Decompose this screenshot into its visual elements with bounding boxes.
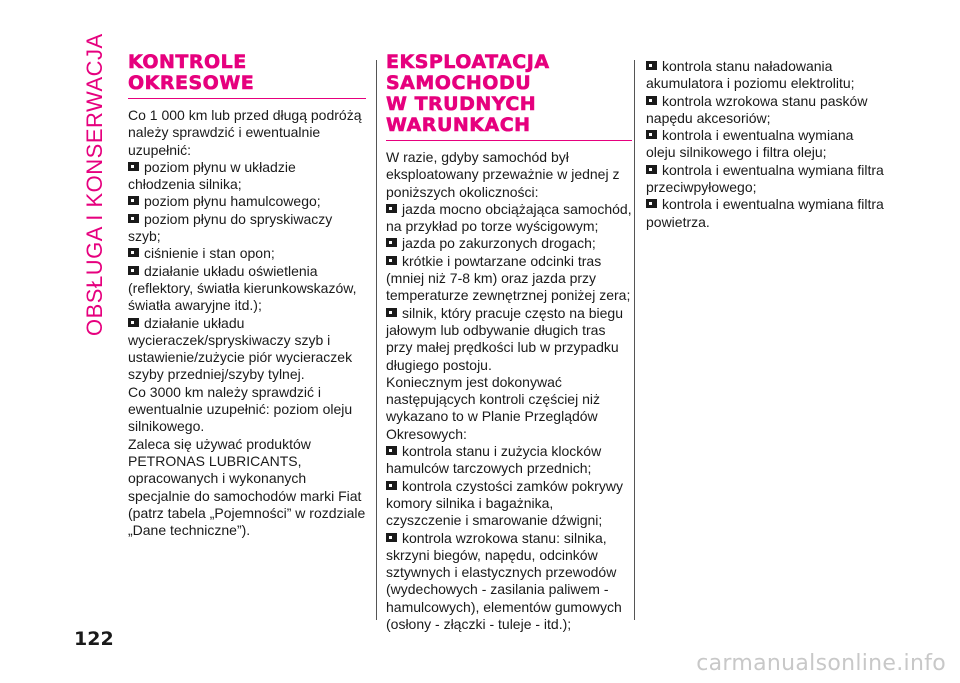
bullet-square-icon [386, 238, 397, 247]
paragraph: Co 3000 km należy sprawdzić i ewentualnie uzupełnić: poziom oleju silnikowego. [128, 383, 353, 435]
column-divider [634, 60, 635, 620]
bullet-text: kontrola stanu i zużycia klocków hamulców tarczowych przednich; [386, 443, 602, 477]
bullet-square-icon [386, 308, 397, 317]
bullet-item [386, 305, 632, 374]
paragraph: Co 1 000 km lub przed długą podróżą należy sprawdzić i ewentualnie uzupełnić: [128, 107, 362, 158]
heading-severe-conditions [386, 52, 632, 141]
heading-line: SAMOCHODU [386, 72, 532, 94]
bullet-item [128, 315, 366, 384]
bullet-item [646, 127, 886, 162]
bullet-item [386, 201, 632, 236]
watermark: carmanualsonline.info [696, 651, 946, 676]
bullet-item [386, 235, 632, 252]
bullet-square-icon [386, 256, 397, 265]
bullet-text: poziom płynu w układzie chłodzenia silnika; [128, 158, 296, 193]
column-severe-conditions [386, 52, 632, 633]
bullet-text: poziom płynu do spryskiwaczy szyb; [128, 210, 333, 245]
bullet-square-icon [128, 162, 139, 171]
bullet-item [128, 159, 366, 194]
bullet-item [646, 162, 886, 197]
bullet-text: jazda po zakurzonych drogach; [402, 235, 596, 252]
bullet-square-icon [128, 214, 139, 223]
bullet-text: działanie układu oświetlenia (reflektory, światła kierunkowskazów, światła awaryjne itd.); [128, 262, 357, 314]
bullet-text: kontrola i ewentualna wymiana filtra powietrza. [646, 196, 884, 230]
bullet-square-icon [128, 318, 139, 327]
bullet-text: kontrola stanu naładowania akumulatora i poziomu elektrolitu; [646, 58, 855, 92]
bullet-square-icon [128, 266, 139, 275]
heading-line: KONTROLE [128, 51, 247, 73]
bullet-square-icon [646, 199, 657, 208]
bullet-square-icon [646, 96, 657, 105]
heading-line: WARUNKACH [386, 114, 531, 136]
bullet-item [128, 193, 366, 210]
bullet-text: działanie układu wycieraczek/spryskiwaczy szyb i ustawienie/zużycie piór wycieraczek szyby przedniej/szyby tylnej. [128, 314, 353, 383]
side-section-tab [82, 33, 108, 336]
bullet-square-icon [646, 61, 657, 70]
bullet-text: krótkie i powtarzane odcinki tras (mniej niż 7-8 km) oraz jazda przy temperaturze zewnętrznej poniżej zera; [386, 252, 631, 304]
heading-periodic-checks [128, 52, 366, 99]
bullet-item [646, 58, 886, 93]
paragraph: Zaleca się używać produktów PETRONAS LUBRICANTS, opracowanych i wykonanych specjalnie do samochodów marki Fiat (patrz tabela „Pojemności” w rozdziale „Dane techniczne”). [128, 435, 366, 539]
page-number: 122 [74, 628, 114, 650]
column-periodic-checks [128, 52, 366, 539]
heading-line: W TRUDNYCH [386, 93, 537, 115]
bullet-text: poziom płynu hamulcowego; [144, 193, 321, 210]
bullet-text: kontrola czystości zamków pokrywy komory silnika i bagażnika, czyszczenie i smarowanie dźwigni; [386, 477, 623, 529]
bullet-text: kontrola wzrokowa stanu pasków napędu akcesoriów; [646, 92, 868, 126]
bullet-text: kontrola i ewentualna wymiana filtra przeciwpyłowego; [646, 161, 884, 196]
bullet-item [128, 263, 366, 315]
bullet-item [386, 443, 632, 478]
section-title-vertical: OBSŁUGA I KONSERWACJA [82, 33, 107, 336]
bullet-item [386, 530, 632, 634]
bullet-square-icon [386, 204, 397, 213]
bullet-square-icon [646, 165, 657, 174]
bullet-text: jazda mocno obciążająca samochód, na przykład po torze wyścigowym; [386, 200, 632, 235]
bullet-square-icon [386, 533, 397, 542]
bullet-text: silnik, który pracuje często na biegu jałowym lub odbywanie długich tras przy małej prędkości lub w przypadku długiego postoju. [386, 304, 623, 373]
bullet-item [386, 478, 632, 530]
bullet-text: ciśnienie i stan opon; [144, 245, 275, 262]
bullet-item [646, 196, 886, 231]
bullet-item [646, 93, 886, 128]
bullet-text: kontrola i ewentualna wymiana oleju silnikowego i filtra oleju; [646, 127, 854, 161]
bullet-square-icon [386, 446, 397, 455]
bullet-item [128, 245, 366, 262]
bullet-item [128, 211, 366, 246]
column-continued-checks [646, 58, 886, 231]
bullet-square-icon [386, 481, 397, 490]
paragraph: W razie, gdyby samochód był eksploatowany przeważnie w jednej z poniższych okoliczności: [386, 149, 620, 200]
bullet-square-icon [128, 248, 139, 257]
column-divider [376, 60, 377, 620]
paragraph: Koniecznym jest dokonywać następujących kontroli częściej niż wykazano to w Planie Przeglądów Okresowych: [386, 373, 600, 442]
heading-line: EKSPLOATACJA [386, 51, 550, 73]
bullet-item [386, 253, 632, 305]
bullet-square-icon [646, 130, 657, 139]
heading-line: OKRESOWE [128, 72, 255, 94]
bullet-text: kontrola wzrokowa stanu: silnika, skrzyni biegów, napędu, odcinków sztywnych i elastycznych przewodów (wydechowych - zasilania paliwem - hamulcowych), elementów gumowych (osłony - złączki - tuleje - itd.); [386, 529, 622, 633]
bullet-square-icon [128, 196, 139, 205]
